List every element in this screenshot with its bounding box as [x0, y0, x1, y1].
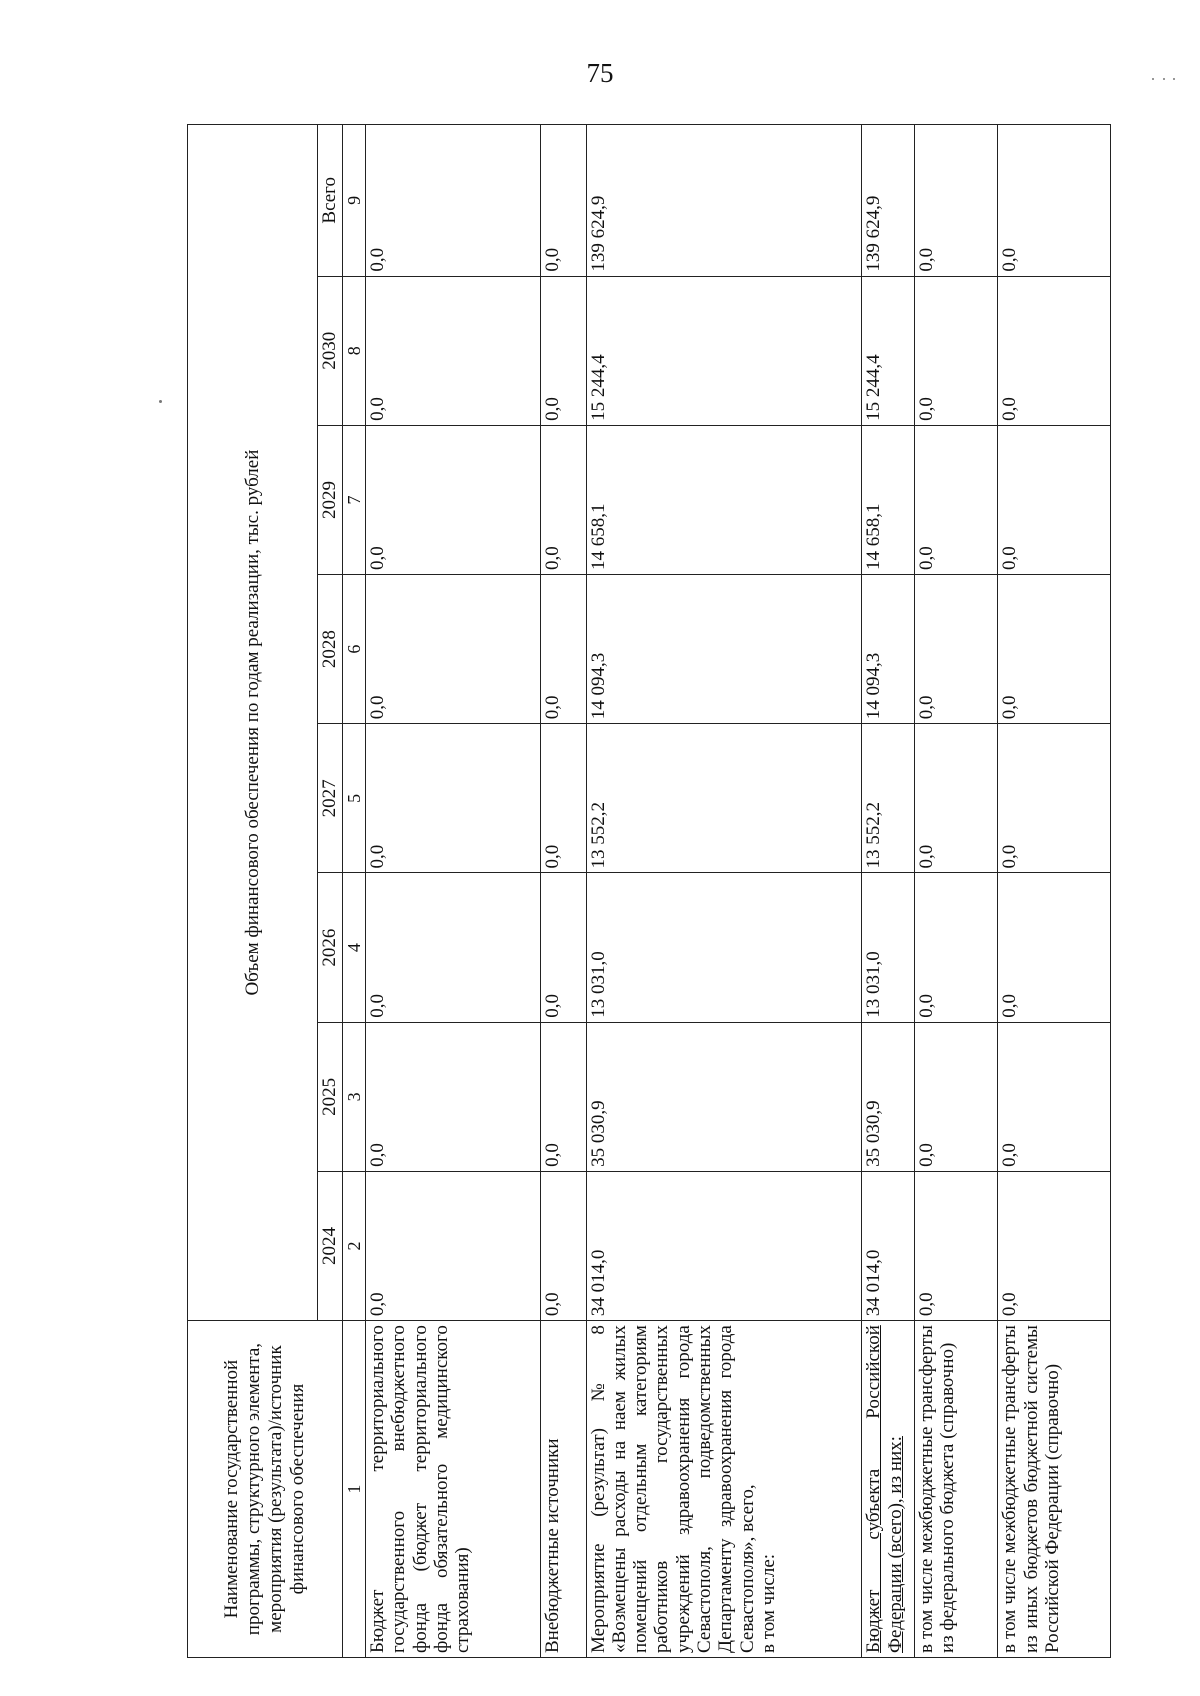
- row-value: 0,0: [914, 425, 998, 574]
- row-name-text: Мероприятие (результат) № 8 «Возмещены расходы на наем жилых помещений отдельным категориям работников государственных учреждений здравоохранения города Севастополя, подведомственных Департаменту здравоохранения города Севастополя», всего,: [587, 1325, 758, 1653]
- year-header: 2026: [318, 873, 343, 1022]
- year-header: 2029: [318, 425, 343, 574]
- row-value: 35 030,9: [586, 1022, 862, 1171]
- row-value: 0,0: [366, 1022, 541, 1171]
- row-value: 0,0: [366, 425, 541, 574]
- rotated-table-frame: [187, 124, 1111, 1658]
- row-value: 0,0: [540, 724, 586, 873]
- row-value: 0,0: [914, 575, 998, 724]
- row-value: 0,0: [540, 575, 586, 724]
- row-value: 34 014,0: [586, 1171, 862, 1320]
- financing-table: [187, 124, 1111, 1658]
- header-row-top: [188, 125, 318, 1658]
- row-value: 0,0: [998, 575, 1111, 724]
- row-value: 0,0: [998, 125, 1111, 277]
- scan-speck: [1163, 78, 1165, 80]
- row-value: 13 552,2: [586, 724, 862, 873]
- column-number: 2: [343, 1171, 366, 1320]
- row-value: 0,0: [998, 276, 1111, 425]
- row-value: 0,0: [366, 1171, 541, 1320]
- row-name: Бюджет территориального государственного внебюджетного фонда (бюджет территориального фонда обязательного медицинского страхования): [366, 1321, 541, 1658]
- year-header: 2025: [318, 1022, 343, 1171]
- table-row: [914, 125, 998, 1658]
- row-name: [586, 1321, 862, 1658]
- row-value: 0,0: [914, 873, 998, 1022]
- scan-speck: [1173, 78, 1175, 80]
- row-value: 0,0: [540, 1022, 586, 1171]
- row-name-tail: в том числе:: [757, 1553, 779, 1653]
- table-row: [998, 125, 1111, 1658]
- column-number: 9: [343, 125, 366, 277]
- row-value: 14 658,1: [586, 425, 862, 574]
- row-name: в том числе межбюджетные трансферты из федерального бюджета (справочно): [914, 1321, 998, 1658]
- row-value: 0,0: [914, 1022, 998, 1171]
- row-value: 0,0: [540, 425, 586, 574]
- row-value: 14 658,1: [862, 425, 914, 574]
- row-name: Бюджет субъекта Российской Федерации (всего), из них:: [862, 1321, 914, 1658]
- row-value: 13 031,0: [862, 873, 914, 1022]
- header-name-cell: Наименование государственной программы, структурного элемента, мероприятия (результата)/источник финансового обеспечения: [188, 1321, 343, 1658]
- row-value: 0,0: [540, 1171, 586, 1320]
- table-row: [366, 125, 541, 1658]
- page-number: 75: [586, 58, 614, 88]
- row-value: 0,0: [540, 125, 586, 277]
- row-value: 0,0: [998, 1022, 1111, 1171]
- column-number: 7: [343, 425, 366, 574]
- row-value: 14 094,3: [586, 575, 862, 724]
- column-number: 3: [343, 1022, 366, 1171]
- column-number: 4: [343, 873, 366, 1022]
- row-value: 0,0: [914, 125, 998, 277]
- column-number: 1: [343, 1321, 366, 1658]
- row-value: 13 031,0: [586, 873, 862, 1022]
- row-value: 13 552,2: [862, 724, 914, 873]
- row-value: 0,0: [914, 1171, 998, 1320]
- column-number: 8: [343, 276, 366, 425]
- row-value: 0,0: [366, 724, 541, 873]
- row-value: 35 030,9: [862, 1022, 914, 1171]
- year-header: 2030: [318, 276, 343, 425]
- rotated-table-content: [187, 124, 1111, 1658]
- row-value: 14 094,3: [862, 575, 914, 724]
- row-value: 0,0: [914, 724, 998, 873]
- row-value: 15 244,4: [586, 276, 862, 425]
- header-volume-cell: Объем финансового обеспечения по годам реализации, тыс. рублей: [188, 125, 318, 1321]
- row-value: 0,0: [366, 276, 541, 425]
- column-number: 6: [343, 575, 366, 724]
- row-value: 139 624,9: [862, 125, 914, 277]
- scan-speck: [1152, 78, 1154, 80]
- row-value: 0,0: [366, 873, 541, 1022]
- table-row: [586, 125, 862, 1658]
- row-value: 0,0: [998, 724, 1111, 873]
- table-row: [862, 125, 914, 1658]
- row-value: 0,0: [998, 425, 1111, 574]
- year-header: 2024: [318, 1171, 343, 1320]
- scan-speck: [159, 400, 162, 403]
- row-name: в том числе межбюджетные трансферты из иных бюджетов бюджетной системы Российской Федерации (справочно): [998, 1321, 1111, 1658]
- row-value: 0,0: [998, 1171, 1111, 1320]
- row-value: 0,0: [366, 125, 541, 277]
- year-header: 2027: [318, 724, 343, 873]
- column-number-row: [343, 125, 366, 1658]
- row-value: 34 014,0: [862, 1171, 914, 1320]
- row-value: 0,0: [540, 276, 586, 425]
- row-value: 139 624,9: [586, 125, 862, 277]
- row-value: 0,0: [366, 575, 541, 724]
- row-value: 15 244,4: [862, 276, 914, 425]
- table-row: [540, 125, 586, 1658]
- total-header: Всего: [318, 125, 343, 277]
- row-name: Внебюджетные источники: [540, 1321, 586, 1658]
- year-header: 2028: [318, 575, 343, 724]
- row-value: 0,0: [540, 873, 586, 1022]
- column-number: 5: [343, 724, 366, 873]
- row-value: 0,0: [914, 276, 998, 425]
- row-value: 0,0: [998, 873, 1111, 1022]
